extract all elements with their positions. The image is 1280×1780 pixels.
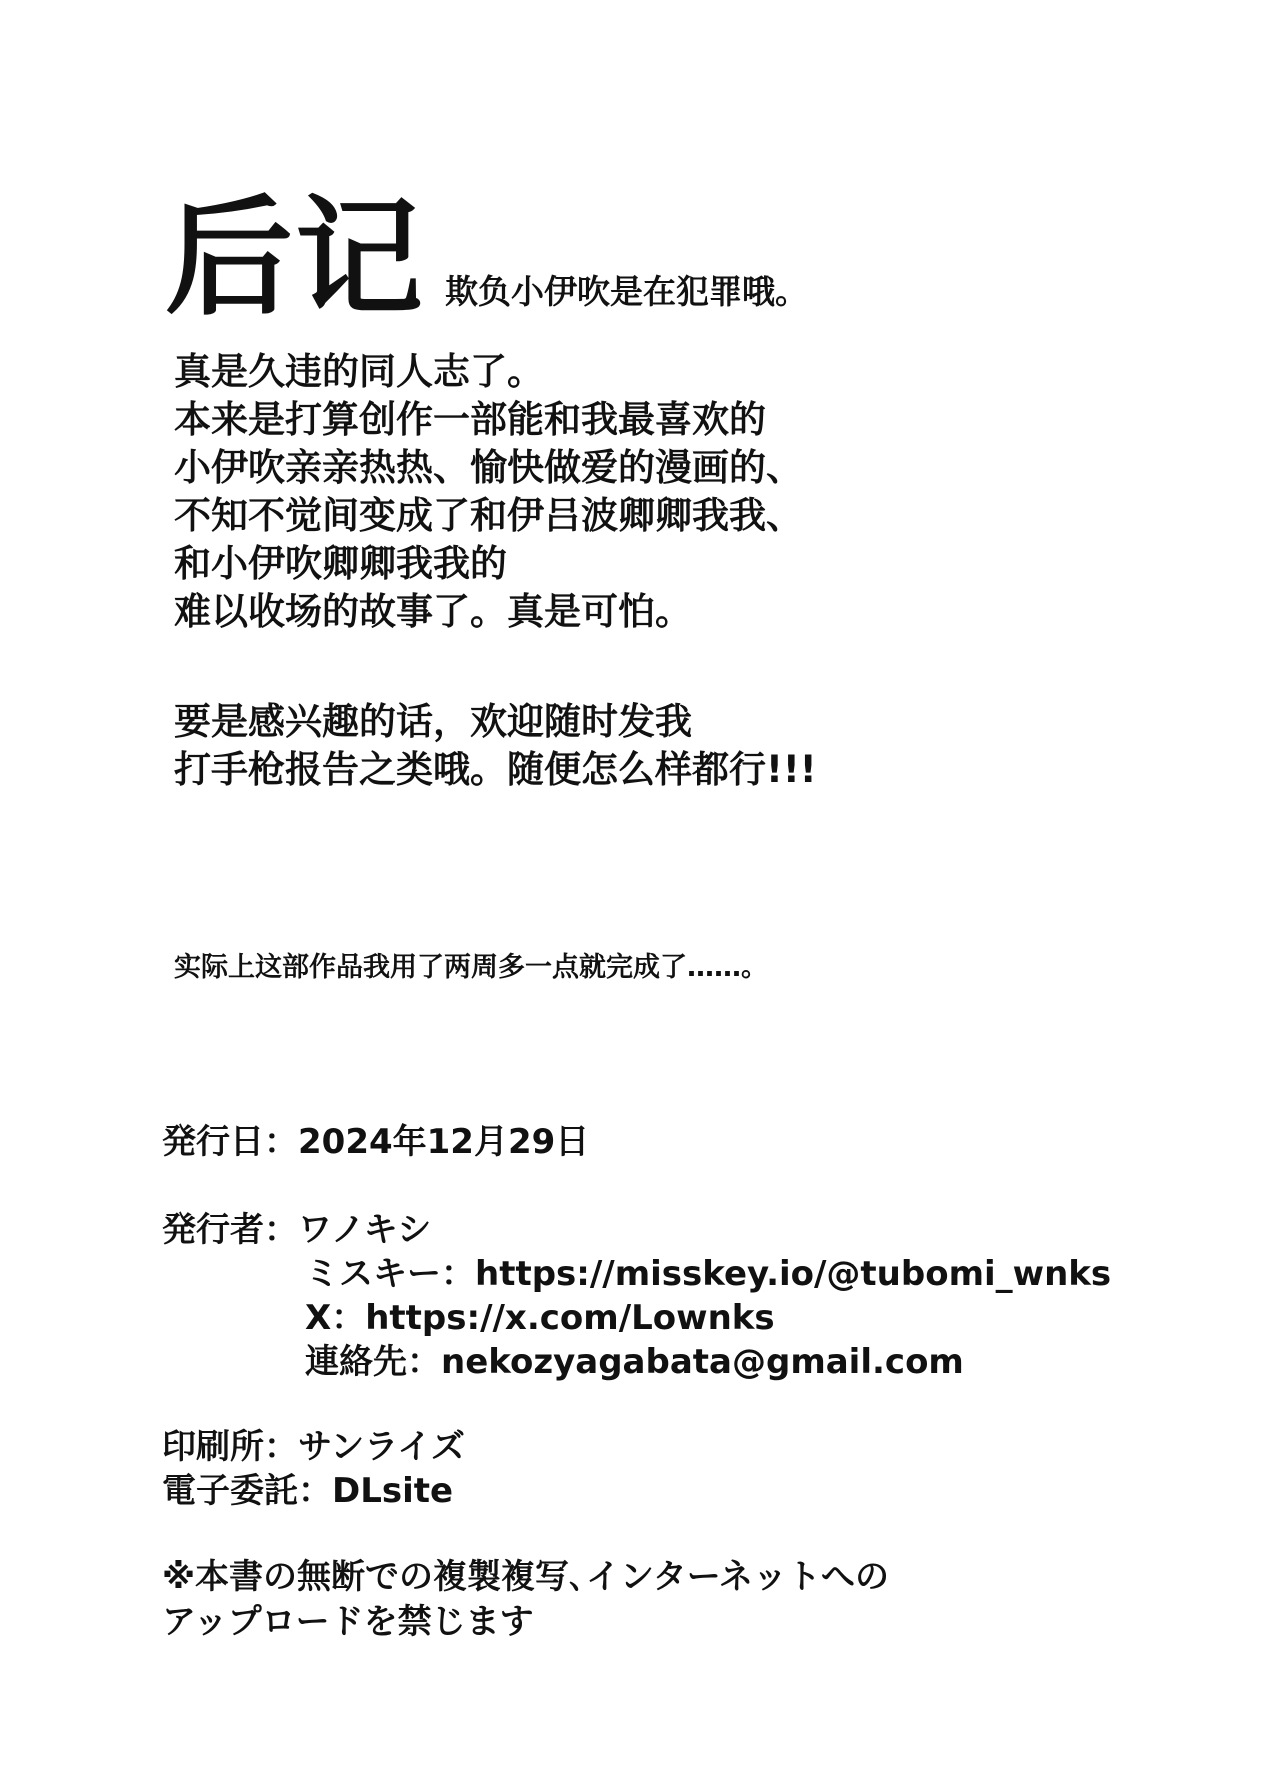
text-line: 本来是打算创作一部能和我最喜欢的 [174,398,766,441]
publisher: 発行者：ワノキシ [162,1210,432,1250]
text-line: 要是感兴趣的话，欢迎随时发我 [174,700,692,743]
text-line: 打手枪报告之类哦。随便怎么样都行!!! [174,748,817,791]
text-line: 真是久违的同人志了。 [174,350,544,393]
page-title: 后记 [165,184,426,333]
misskey-link: ミスキー：https://misskey.io/@tubomi_wnks [305,1254,1112,1294]
header [165,184,809,333]
afterword-paragraph-1 [174,348,803,636]
afterword-paragraph-2 [174,698,817,794]
copyright-warning-line-1: ※本書の無断での複製複写､インターネットへの [162,1557,889,1597]
x-link: X：https://x.com/Lownks [305,1298,775,1338]
text-line: 不知不觉间变成了和伊吕波卿卿我我、 [174,494,803,537]
text-line: 小伊吹亲亲热热、愉快做爱的漫画的、 [174,446,803,489]
publish-date: 発行日：2024年12月29日 [162,1122,590,1162]
contact-email: 連絡先：nekozyagabata@gmail.com [305,1342,964,1382]
text-line: 和小伊吹卿卿我我的 [174,542,507,585]
afterword-note: 实际上这部作品我用了两周多一点就完成了……。 [174,952,768,983]
page-subtitle: 欺负小伊吹是在犯罪哦。 [445,272,809,311]
printer: 印刷所：サンライズ [162,1427,465,1467]
copyright-warning-line-2: アップロードを禁じます [162,1602,534,1642]
ebook-distributor: 電子委託：DLsite [162,1471,454,1511]
text-line: 难以收场的故事了。真是可怕。 [174,590,692,633]
